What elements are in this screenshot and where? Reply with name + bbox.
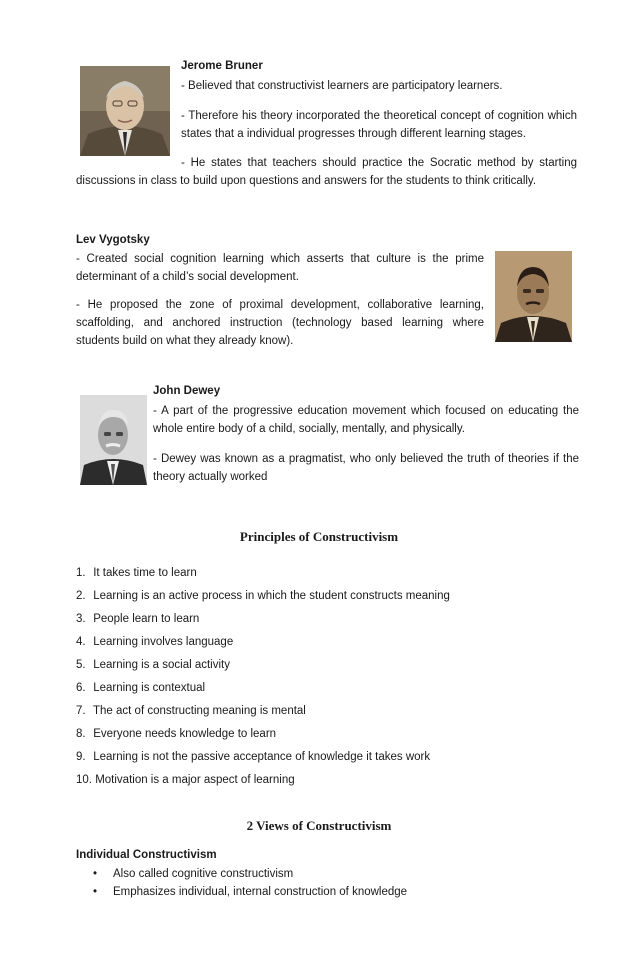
list-item bbox=[76, 748, 450, 771]
john-dewey-photo bbox=[80, 395, 147, 485]
jerome-bruner-photo bbox=[80, 66, 170, 156]
dewey-name: John Dewey bbox=[153, 385, 221, 397]
item-number: 6. bbox=[76, 682, 86, 694]
dewey-point-1: - A part of the progressive education movement which focused on educating the whole entire body of a child, socially, mentally, and physically. bbox=[153, 405, 579, 435]
principles-heading: Principles of Constructivism bbox=[239, 529, 399, 544]
lev-vygotsky-photo bbox=[495, 251, 572, 342]
views-bullet-list bbox=[93, 865, 407, 901]
bruner-point-3-end: discussions in class to build upon questions and answers for the students to think critically. bbox=[76, 175, 537, 187]
list-item bbox=[76, 564, 450, 587]
list-item bbox=[93, 883, 407, 901]
item-number: 9. bbox=[76, 751, 86, 763]
list-item bbox=[76, 610, 450, 633]
bruner-point-1: - Believed that constructivist learners are participatory learners. bbox=[181, 80, 503, 92]
item-text: Also called cognitive constructivism bbox=[113, 868, 294, 880]
list-item bbox=[76, 679, 450, 702]
item-text: Emphasizes individual, internal construction of knowledge bbox=[113, 886, 408, 898]
item-text: Motivation is a major aspect of learning bbox=[95, 774, 295, 786]
item-text: Everyone needs knowledge to learn bbox=[93, 728, 277, 740]
item-text: Learning is an active process in which the student constructs meaning bbox=[93, 590, 450, 602]
dewey-point-2: - Dewey was known as a pragmatist, who only believed the truth of theories if the theory actually worked bbox=[153, 453, 579, 483]
item-number: 8. bbox=[76, 728, 86, 740]
item-text: People learn to learn bbox=[93, 613, 200, 625]
list-item bbox=[76, 771, 450, 794]
item-number: 3. bbox=[76, 613, 86, 625]
item-number: 2. bbox=[76, 590, 86, 602]
item-text: Learning involves language bbox=[93, 636, 234, 648]
bullet: • bbox=[93, 886, 98, 898]
item-number: 7. bbox=[76, 705, 86, 717]
list-item bbox=[76, 633, 450, 656]
item-number: 4. bbox=[76, 636, 86, 648]
item-text: The act of constructing meaning is mental bbox=[93, 705, 306, 717]
list-item bbox=[76, 702, 450, 725]
item-number: 5. bbox=[76, 659, 86, 671]
bruner-point-2: - Therefore his theory incorporated the theoretical concept of cognition which states that a individual progresses through different learning stages. bbox=[181, 110, 577, 140]
principles-list bbox=[76, 564, 450, 794]
item-text: Learning is contextual bbox=[93, 682, 206, 694]
vygotsky-point-2: - He proposed the zone of proximal development, collaborative learning, scaffolding, and anchored instruction (technology based learning where students build on what they already know). bbox=[76, 299, 484, 347]
item-text: Learning is a social activity bbox=[93, 659, 230, 671]
list-item bbox=[76, 656, 450, 679]
bruner-name: Jerome Bruner bbox=[181, 60, 263, 72]
item-number: 1. bbox=[76, 567, 86, 579]
item-text: Learning is not the passive acceptance of knowledge it takes work bbox=[93, 751, 431, 763]
list-item bbox=[76, 587, 450, 610]
vygotsky-name: Lev Vygotsky bbox=[76, 234, 150, 246]
individual-constructivism-heading: Individual Constructivism bbox=[76, 849, 217, 861]
bruner-point-3-start: - He states that teachers should practice the Socratic method by starting bbox=[181, 157, 577, 169]
item-number: 10. bbox=[76, 774, 92, 786]
vygotsky-point-1: - Created social cognition learning which asserts that culture is the prime determinant of a child’s social development. bbox=[76, 253, 484, 283]
list-item bbox=[76, 725, 450, 748]
item-text: It takes time to learn bbox=[93, 567, 197, 579]
bullet: • bbox=[93, 868, 98, 880]
list-item bbox=[93, 865, 407, 883]
views-heading: 2 Views of Constructivism bbox=[246, 818, 392, 833]
